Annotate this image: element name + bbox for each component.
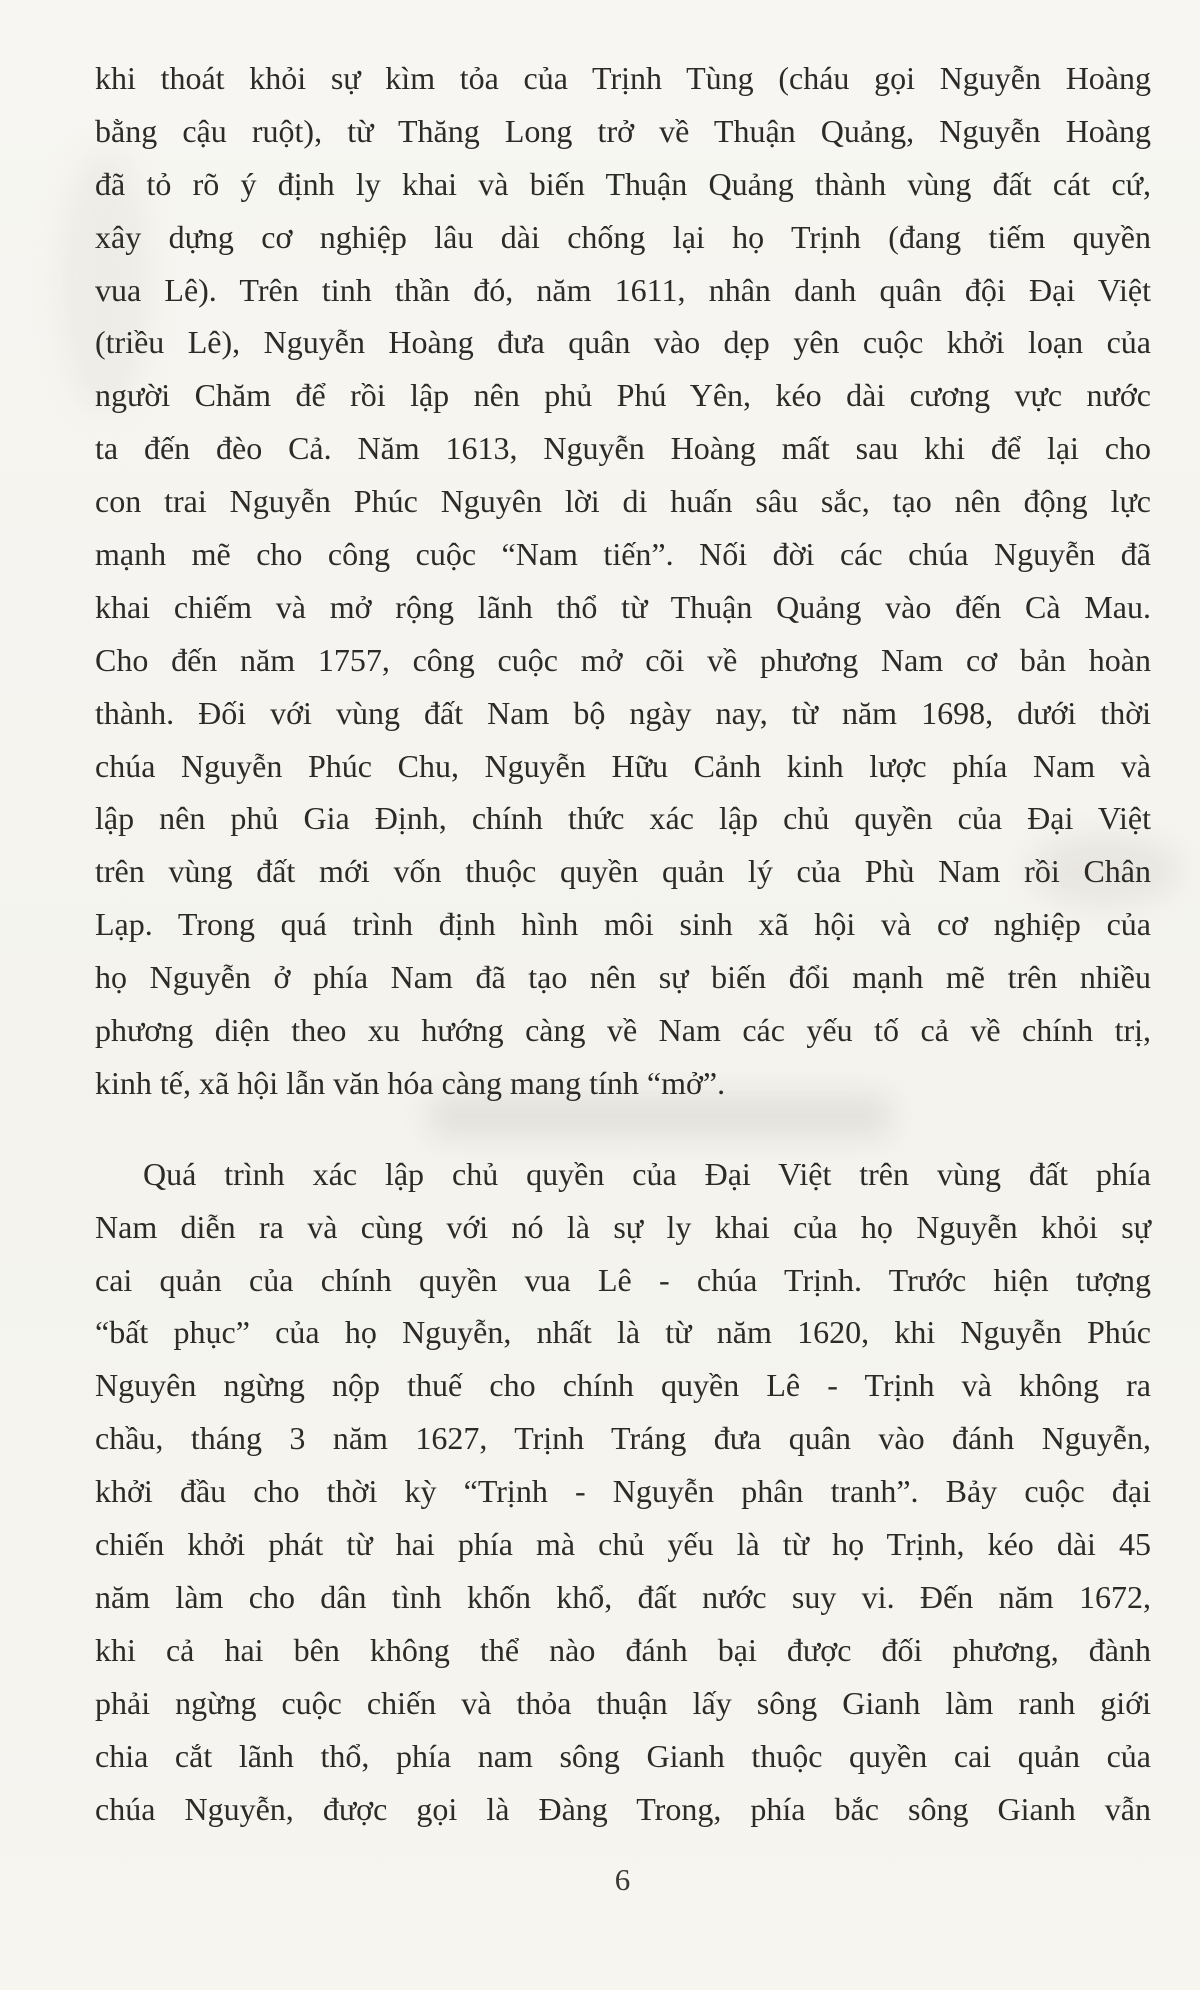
page-footer [95,1862,1151,1898]
text-line: khi thoát khỏi sự kìm tỏa của Trịnh Tùng (cháu gọi Nguyễn Hoàng [95,60,1151,96]
text-line: chiến khởi phát từ hai phía mà chủ yếu là từ họ Trịnh, kéo dài 45 [95,1526,1151,1563]
text-line: vua Lê). Trên tinh thần đó, năm 1611, nhân danh quân đội Đại Việt [95,271,1151,308]
text-line: trên vùng đất mới vốn thuộc quyền quản lý của Phù Nam rồi Chân [95,853,1151,890]
text-line: phương diện theo xu hướng càng về Nam các yếu tố cả về chính trị, [95,1012,1151,1049]
text-line: Quá trình xác lập chủ quyền của Đại Việt trên vùng đất phía [143,1155,1151,1192]
paragraph [95,1148,1151,1836]
text-line: chúa Nguyễn, được gọi là Đàng Trong, phía bắc sông Gianh vẫn [95,1790,1151,1827]
text-line: đã tỏ rõ ý định ly khai và biến Thuận Quảng thành vùng đất cát cứ, [95,165,1151,202]
text-line: chầu, tháng 3 năm 1627, Trịnh Tráng đưa quân vào đánh Nguyễn, [95,1420,1151,1457]
text-line: Nam diễn ra và cùng với nó là sự ly khai của họ Nguyễn khỏi sự [95,1208,1151,1245]
text-line: năm làm cho dân tình khốn khổ, đất nước suy vi. Đến năm 1672, [95,1578,1151,1615]
text-line: ta đến đèo Cả. Năm 1613, Nguyễn Hoàng mất sau khi để lại cho [95,430,1151,467]
paragraph [95,52,1151,1110]
text-line: phải ngừng cuộc chiến và thỏa thuận lấy sông Gianh làm ranh giới [95,1684,1151,1721]
text-line: (triều Lê), Nguyễn Hoàng đưa quân vào dẹp yên cuộc khởi loạn của [95,324,1151,361]
text-line: khởi đầu cho thời kỳ “Trịnh - Nguyễn phân tranh”. Bảy cuộc đại [95,1473,1151,1510]
body-text [95,52,1151,1835]
text-line: chia cắt lãnh thổ, phía nam sông Gianh thuộc quyền cai quản của [95,1737,1151,1774]
text-line: Cho đến năm 1757, công cuộc mở cõi về phương Nam cơ bản hoàn [95,641,1151,678]
text-line: bằng cậu ruột), từ Thăng Long trở về Thuận Quảng, Nguyễn Hoàng [95,112,1151,149]
text-line: chúa Nguyễn Phúc Chu, Nguyễn Hữu Cảnh kinh lược phía Nam và [95,747,1151,784]
text-line: mạnh mẽ cho công cuộc “Nam tiến”. Nối đời các chúa Nguyễn đã [95,536,1151,573]
page-number: 6 [614,1862,632,1897]
text-line: Lạp. Trong quá trình định hình môi sinh xã hội và cơ nghiệp của [95,906,1151,943]
text-line: khi cả hai bên không thể nào đánh bại được đối phương, đành [95,1631,1151,1668]
text-line: xây dựng cơ nghiệp lâu dài chống lại họ Trịnh (đang tiếm quyền [95,218,1151,255]
text-line: lập nên phủ Gia Định, chính thức xác lập chủ quyền của Đại Việt [95,800,1151,837]
text-line: cai quản của chính quyền vua Lê - chúa Trịnh. Trước hiện tượng [95,1261,1151,1298]
text-line: người Chăm để rồi lập nên phủ Phú Yên, kéo dài cương vực nước [95,377,1151,414]
text-line: con trai Nguyễn Phúc Nguyên lời di huấn sâu sắc, tạo nên động lực [95,483,1151,520]
text-line: kinh tế, xã hội lẫn văn hóa càng mang tính “mở”. [95,1064,726,1101]
text-line: Nguyên ngừng nộp thuế cho chính quyền Lê - Trịnh và không ra [95,1367,1151,1404]
text-line: khai chiếm và mở rộng lãnh thổ từ Thuận Quảng vào đến Cà Mau. [95,588,1151,625]
text-line: họ Nguyễn ở phía Nam đã tạo nên sự biến đổi mạnh mẽ trên nhiều [95,959,1151,996]
text-line: thành. Đối với vùng đất Nam bộ ngày nay, từ năm 1698, dưới thời [95,694,1151,731]
text-line: “bất phục” của họ Nguyễn, nhất là từ năm 1620, khi Nguyễn Phúc [95,1314,1151,1351]
